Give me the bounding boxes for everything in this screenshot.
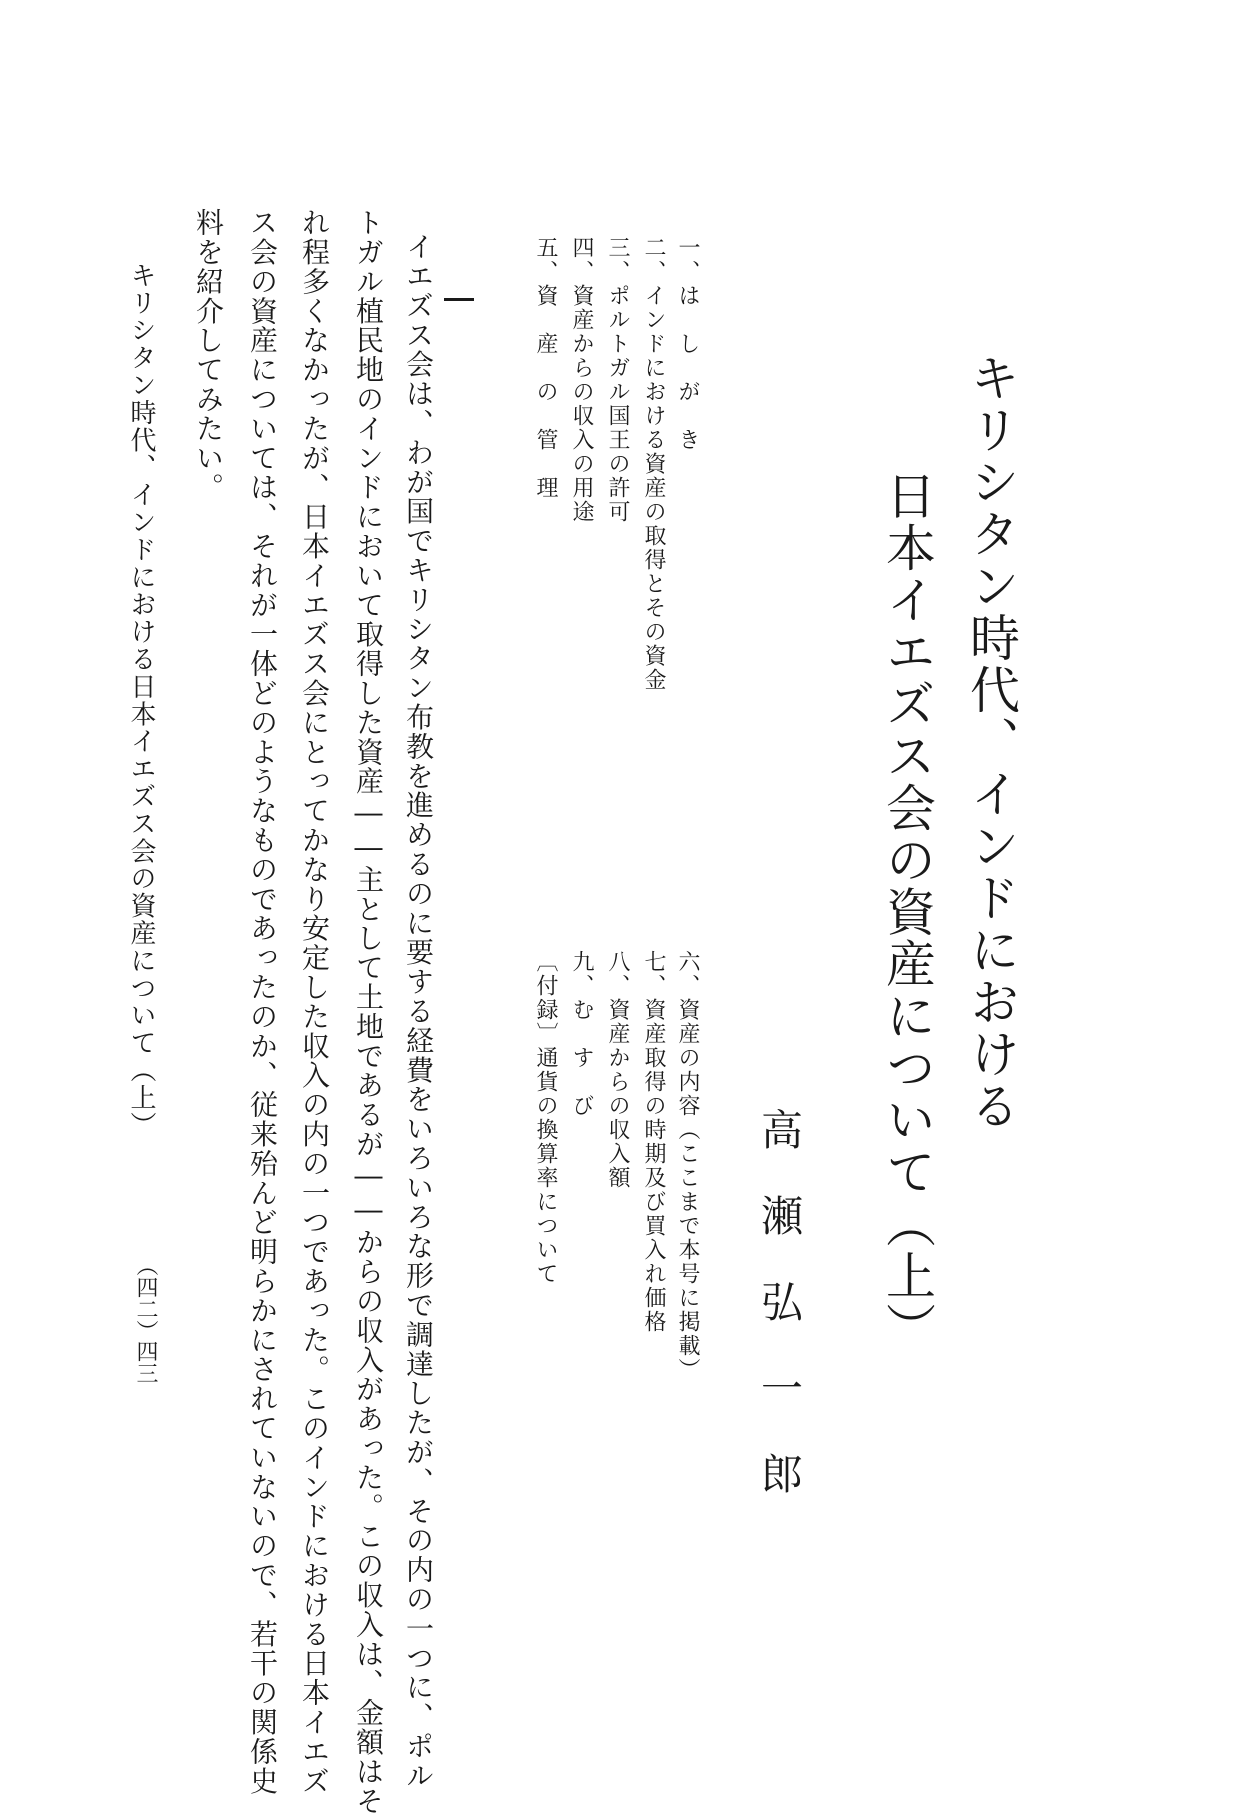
body-text-line: イエズス会は、わが国でキリシタン布教を進めるのに要する経費をいろいろな形で調達したが、その内の一つに、ポル [402,232,435,1791]
toc-item: 七、資産取得の時期及び買入れ価格 [641,950,666,1334]
body-text-line: ス会の資産については、それが一体どのようなものであったのか、従来殆んど明らかにされていないので、若干の関係史 [246,208,279,1796]
article-title-line-1: キリシタン時代、インドにおける [962,352,1020,1132]
body-text-line: れ程多くなかったが、日本イエズス会にとってかなり安定した収入の内の一つであった。このインドにおける日本イエズ [298,208,331,1796]
toc-item: 八、資産からの収入額 [605,950,630,1190]
toc-item: 一、は し が き [675,236,700,452]
running-title: キリシタン時代、インドにおける日本イエズス会の資産について（上） [126,262,156,1139]
body-text-line: トガル植民地のインドにおいて取得した資産――主として土地であるが――からの収入があった。この収入は、金額はそ [352,208,385,1816]
article-title-line-2: 日本イエズス会の資産について（上） [878,470,936,1354]
section-number-one [444,298,474,301]
body-text-line: 料を紹介してみたい。 [192,208,225,502]
toc-item: 六、資産の内容（ここまで本号に掲載） [675,950,700,1382]
toc-item: 二、インドにおける資産の取得とその資金 [641,236,666,692]
toc-item: 五、資 産 の 管 理 [533,236,558,500]
toc-item: 九、む す び [569,950,594,1118]
folio-inner-number: （四二） [133,1254,158,1342]
toc-item: 三、ポルトガル国王の許可 [605,236,630,524]
toc-item: 〔付録〕通貨の換算率について [533,950,558,1286]
page-number: 四三 [133,1340,158,1384]
toc-item: 四、資産からの収入の用途 [569,236,594,524]
author-name: 高瀬弘一郎 [755,1108,804,1538]
